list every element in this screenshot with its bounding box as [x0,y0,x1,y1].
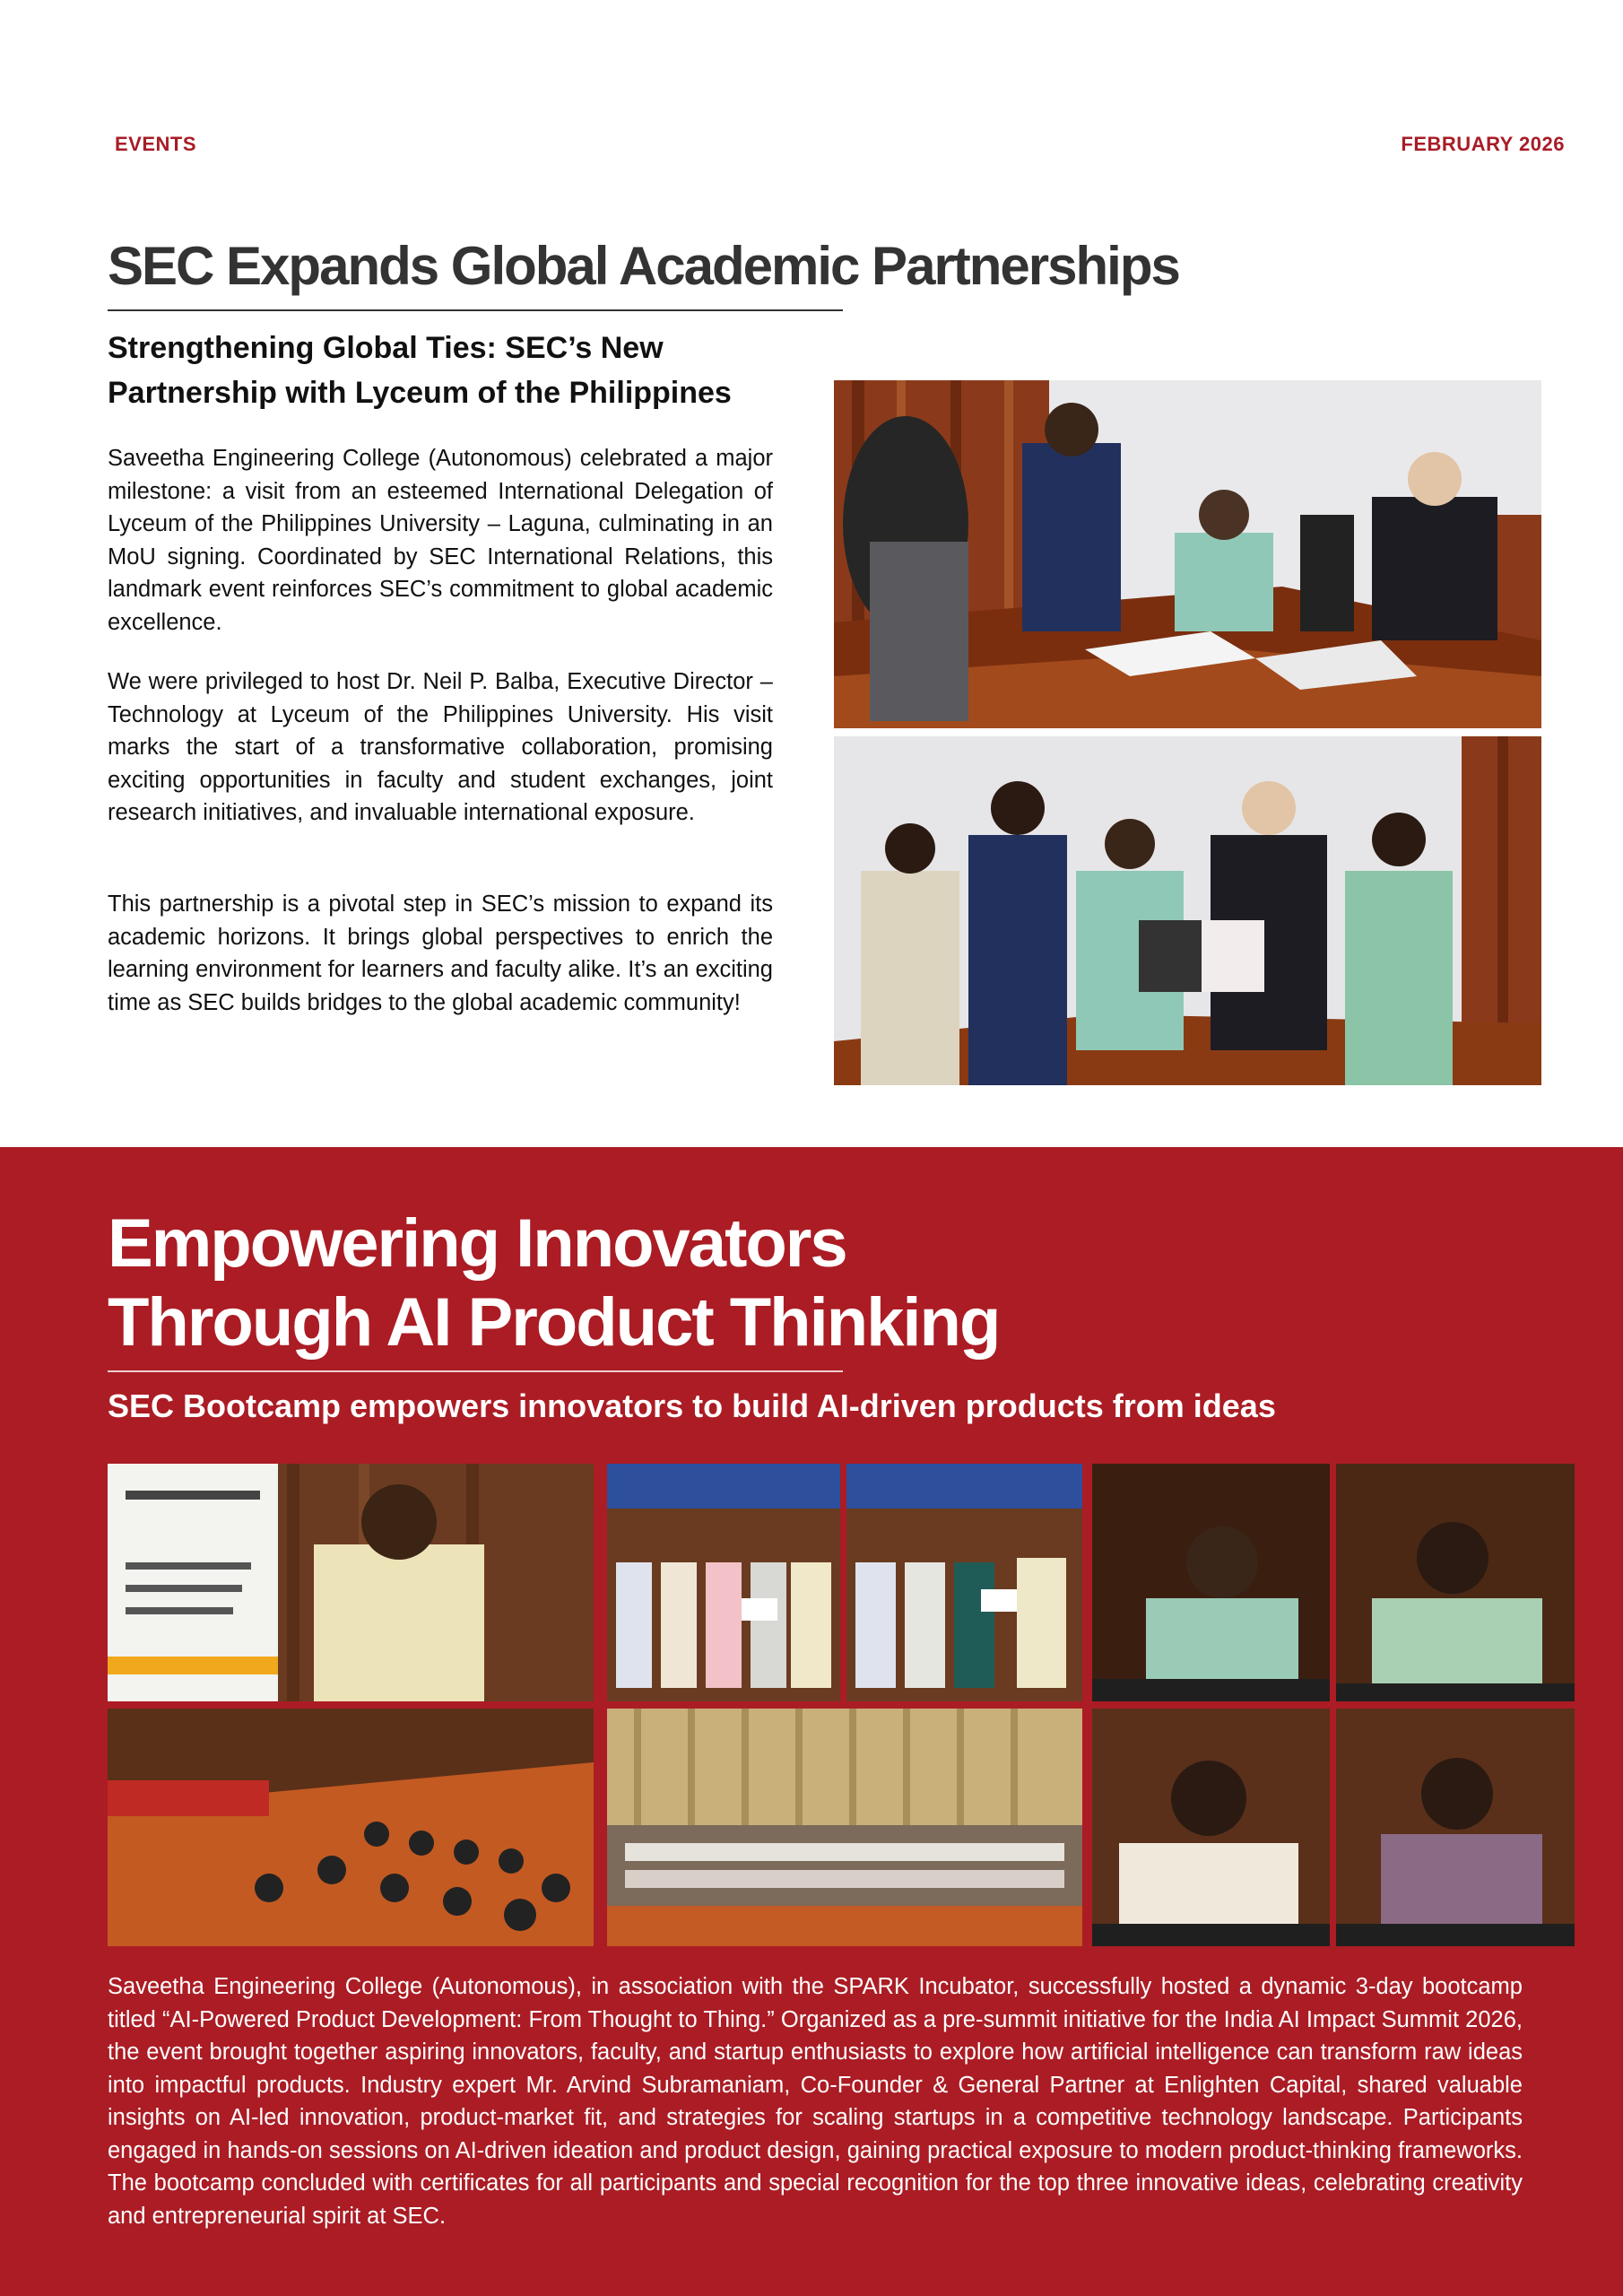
article-paragraph: Saveetha Engineering College (Autonomous) celebrated a major milestone: a visit from an esteemed International Delegation of Lyceum of the Philippines University – Laguna, culminating in an MoU signing. Coordinated by SEC International Relations, this landmark event reinforces SEC’s commitment to global academic excellence. [108,446,773,635]
section-label: EVENTS [115,133,197,155]
article-title: SEC Expands Global Academic Partnerships [108,236,1179,296]
article-subtitle: Strengthening Global Ties: SEC’s New Partnership with Lyceum of the Philippines [108,331,732,410]
certificate-award-photo [607,1464,840,1701]
bootcamp-subtitle: SEC Bootcamp empowers innovators to build AI-driven products from ideas [108,1387,1276,1424]
certificate-award-photo-2 [846,1464,1082,1701]
article-paragraph: This partnership is a pivotal step in SEC’s mission to expand its academic horizons. It brings global perspectives to enrich the learning environment for learners and faculty alike. It’s an exciting time as SEC builds bridges to the global academic community! [108,891,773,1015]
mou-signing-photo [834,380,1541,728]
bootcamp-title: Empowering Innovators Through AI Product Thinking [108,1205,1000,1361]
bootcamp-body: Saveetha Engineering College (Autonomous), in association with the SPARK Incubator, successfully hosted a dynamic 3-day bootcamp titled “AI-Powered Product Development: From Thought to Thing.” Organized as a pre-summit initiative for the India AI Impact Summit 2026, the event brought together aspiring innovators, faculty, and startup enthusiasts to explore how artificial intelligence can transform raw ideas into impactful products. Industry expert Mr. Arvind Subramaniam, Co-Founder & General Partner at Enlighten Capital, shared valuable insights on AI-led innovation, product-market fit, and strategies for scaling startups in a competitive technology landscape. Participants engaged in hands-on sessions on AI-driven ideation and product design, gaining practical exposure to modern product-thinking frameworks. The bootcamp concluded with certificates for all participants and special recognition for the top three innovative ideas, celebrating creativity and entrepreneurial spirit at SEC. [108,1974,1523,2229]
article-paragraph: We were privileged to host Dr. Neil P. Balba, Executive Director – Technology at Lyceum of the Philippines University. His visit marks the start of a transformative collaboration, promising exciting opportunities in faculty and student exchanges, joint research initiatives, and invaluable international exposure. [108,669,773,825]
auditorium-audience-photo [108,1709,594,1946]
title-divider [108,309,843,311]
speaker-photo-3 [1092,1709,1330,1946]
bootcamp-section [0,1147,1623,2296]
title-divider [108,1370,843,1372]
speaker-photo-4 [1336,1709,1575,1946]
speaker-photo-1 [1092,1464,1330,1701]
group-photo [607,1709,1082,1946]
issue-date: FEBRUARY 2026 [1401,133,1565,155]
speaker-photo-2 [1336,1464,1575,1701]
speaker-banner-photo [108,1464,594,1701]
mou-exchange-photo [834,736,1541,1085]
